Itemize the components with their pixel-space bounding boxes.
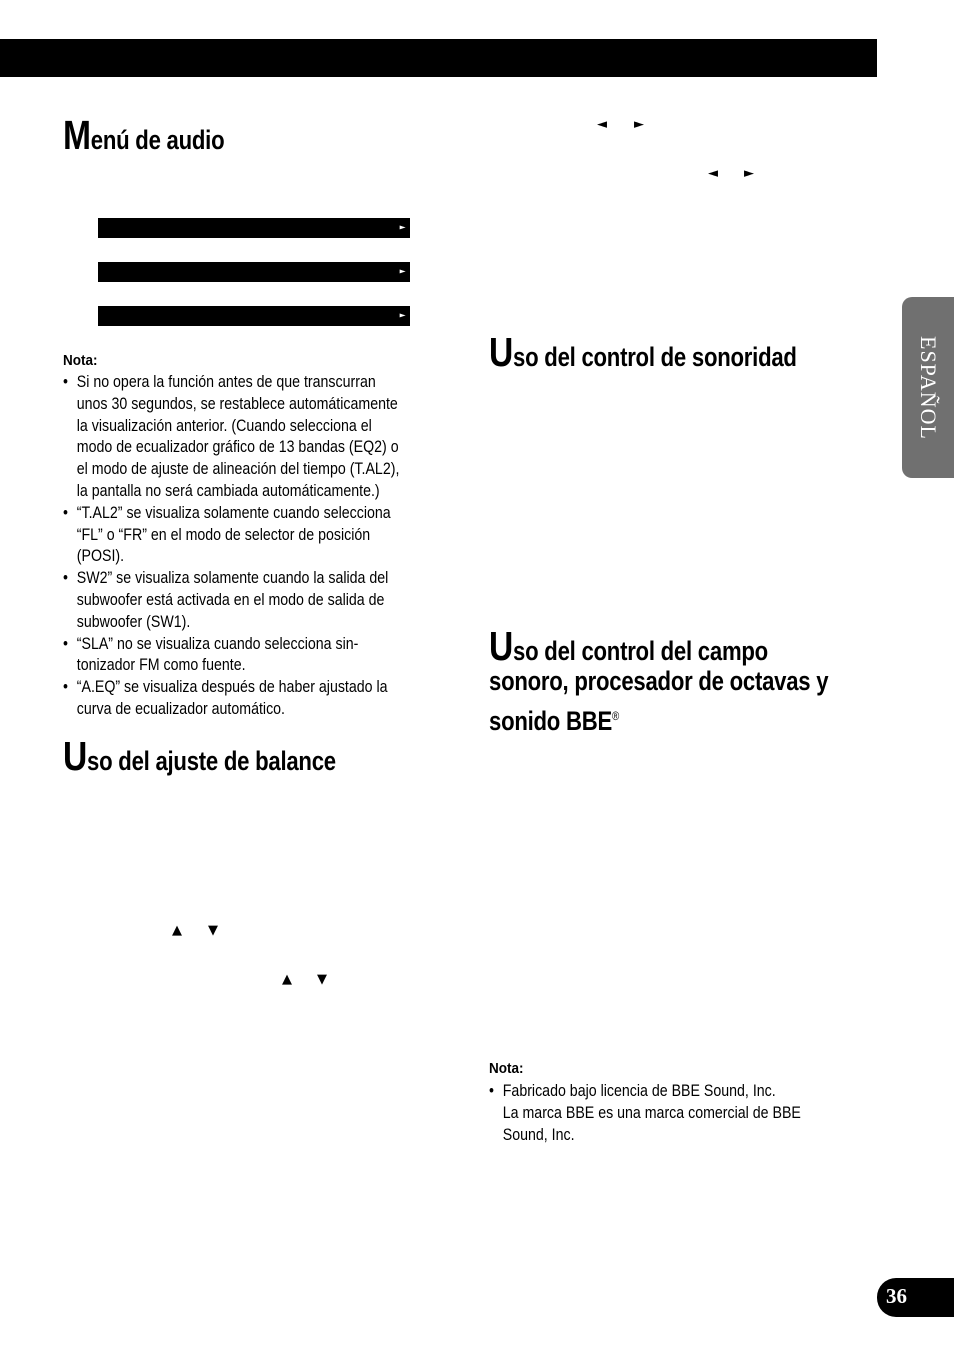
list-item: • “A.EQ” se visualiza después de haber ajustado la curva de ecualizador automático. (63, 678, 388, 718)
heading-menu-audio: Menú de audio (63, 112, 225, 158)
page-number: 36 (886, 1284, 907, 1308)
note-list (63, 372, 450, 721)
lcd-display-row-1: F/B LOUD SFC EQ1 EQ2 ASL ► (98, 218, 410, 238)
heading-sound-field-line2: sonoro, procesador de octavas y (489, 666, 829, 696)
header-bar (0, 39, 877, 77)
left-arrow-icon: ◄ (708, 166, 718, 181)
lcd-arrow-icon: ► (399, 222, 406, 233)
up-arrow-icon: ▲ (282, 972, 292, 987)
right-arrow-icon: ► (634, 117, 644, 132)
right-arrow-icon: ► (744, 166, 754, 181)
note-label: Nota: (63, 352, 98, 369)
lcd-arrow-icon: ► (399, 266, 406, 277)
note-list (489, 1081, 850, 1146)
list-item: • Fabricado bajo licencia de BBE Sound, Inc. La marca BBE es una marca comercial de BBE Sound, Inc. (489, 1082, 801, 1144)
left-arrow-icon: ◄ (597, 117, 607, 132)
up-arrow-icon: ▲ (172, 923, 182, 938)
list-item: • “T.AL2” se visualiza solamente cuando selecciona “FL” o “FR” en el modo de selector de posición (POSI). (63, 503, 391, 566)
note-label: Nota: (489, 1060, 524, 1077)
down-arrow-icon: ▼ (317, 972, 327, 987)
lcd-display-row-3: HPFR SLA A.EQ D.ATT ► (98, 306, 410, 326)
heading-sound-field-line3: sonido BBE® (489, 706, 620, 736)
heading-balance: Uso del ajuste de balance (63, 733, 336, 779)
list-item: • Si no opera la función antes de que transcurran unos 30 segundos, se restablece automáticamente la visualización anterior. (Cuando selecciona el modo de ecualizador gráfico de 13 bandas (EQ2) o el modo de ajuste de alineación del tiempo (T.AL2), la pantalla no será cambiada automáticamente.) (63, 373, 400, 500)
heading-loudness: Uso del control de sonoridad (489, 329, 797, 375)
heading-sound-field: Uso del control del campo (489, 623, 768, 669)
down-arrow-icon: ▼ (208, 923, 218, 938)
language-tab: ESPAÑOL (902, 297, 954, 478)
list-item: • SW2” se visualiza solamente cuando la salida del subwoofer está activada en el modo de salida de subwoofer (SW1). (63, 569, 389, 631)
lcd-arrow-icon: ► (399, 310, 406, 321)
registered-mark: ® (612, 709, 620, 723)
lcd-display-row-2: POSI T.AL1 T.AL2 SW1 SW2 HPFF ► (98, 262, 410, 282)
list-item: • “SLA” no se visualiza cuando selecciona sin- tonizador FM como fuente. (63, 634, 359, 675)
page-number-badge (877, 1278, 954, 1317)
